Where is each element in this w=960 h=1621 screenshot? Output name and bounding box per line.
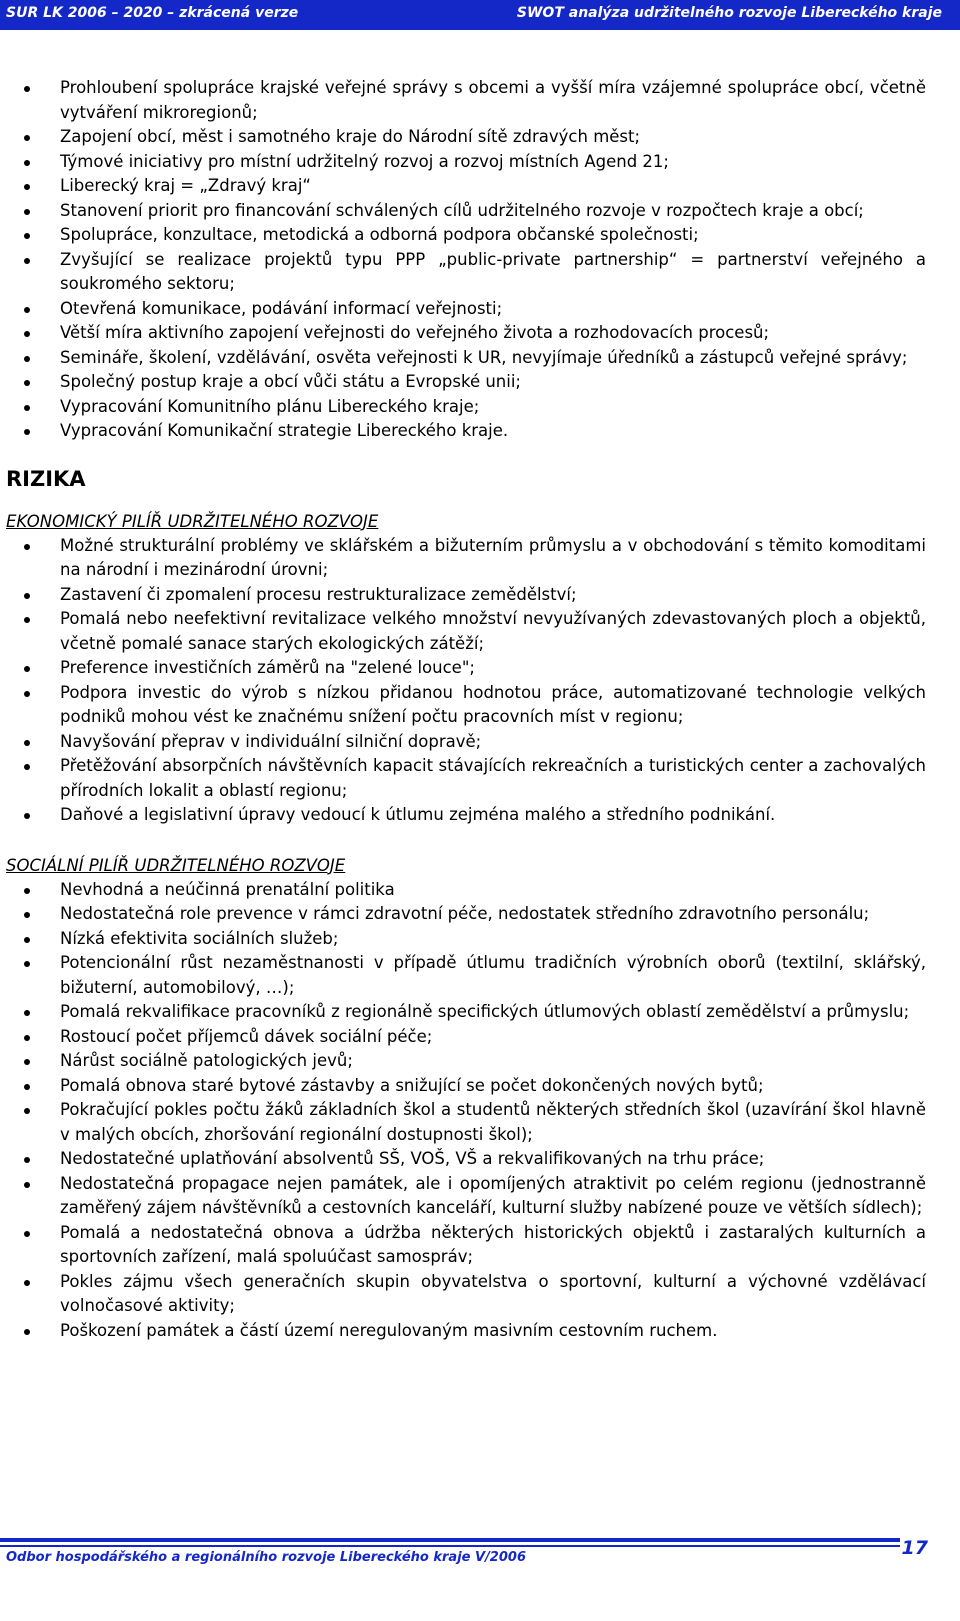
bullet-icon bbox=[24, 666, 30, 672]
bullet-icon bbox=[24, 86, 30, 92]
list-item-text: Podpora investic do výrob s nízkou přidanou hodnotou práce, automatizované technologie velkých podniků mohou vést ke značnému snížení počtu pracovních míst v regionu; bbox=[60, 682, 926, 726]
list-item bbox=[6, 534, 926, 583]
list-item bbox=[6, 321, 926, 346]
list-item bbox=[6, 1147, 926, 1172]
list-item-text: Vypracování Komunitního plánu Libereckého kraje; bbox=[60, 396, 480, 416]
list-item bbox=[6, 951, 926, 1000]
bullet-icon bbox=[24, 1231, 30, 1237]
bullet-icon bbox=[24, 209, 30, 215]
list-item-text: Nevhodná a neúčinná prenatální politika bbox=[60, 879, 395, 899]
list-item-text: Zapojení obcí, měst i samotného kraje do Národní sítě zdravých měst; bbox=[60, 127, 641, 146]
list-item-text: Nedostatečné uplatňování absolventů SŠ, VOŠ, VŠ a rekvalifikovaných na trhu práce; bbox=[60, 1149, 765, 1168]
bullet-icon bbox=[24, 544, 30, 550]
list-item bbox=[6, 607, 926, 656]
list-item bbox=[6, 681, 926, 730]
list-item bbox=[6, 803, 926, 828]
list-item-text: Stanovení priorit pro financování schválených cílů udržitelného rozvoje v rozpočtech kraje a obcí; bbox=[60, 200, 864, 220]
list-item bbox=[6, 248, 926, 297]
list-item bbox=[6, 754, 926, 803]
list-item-text: Otevřená komunikace, podávání informací veřejnosti; bbox=[60, 298, 503, 318]
bullet-icon bbox=[24, 912, 30, 918]
list-item-text: Týmové iniciativy pro místní udržitelný rozvoj a rozvoj místních Agend 21; bbox=[60, 151, 669, 171]
bullet-icon bbox=[24, 307, 30, 313]
bullet-icon bbox=[24, 740, 30, 746]
social-risks-list bbox=[6, 878, 926, 1344]
bullet-icon bbox=[24, 937, 30, 943]
list-item-text: Nedostatečná propagace nejen památek, ale i opomíjených atraktivit po celém regionu (jednostranně zaměřený zájem návštěvníků a cestovních kanceláří, kulturní služby nabízené pouze ve větších sídlech); bbox=[60, 1173, 926, 1217]
list-item bbox=[6, 199, 926, 224]
list-item-text: Přetěžování absorpčních návštěvních kapacit stávajících rekreačních a turistických center a zachovalých přírodních lokalit a oblastí regionu; bbox=[60, 756, 926, 800]
bullet-icon bbox=[24, 813, 30, 819]
bullet-icon bbox=[24, 258, 30, 264]
bullet-icon bbox=[24, 160, 30, 166]
list-item bbox=[6, 902, 926, 927]
bullet-icon bbox=[24, 356, 30, 362]
bullet-icon bbox=[24, 888, 30, 894]
list-item bbox=[6, 370, 926, 395]
social-pillar-title: SOCIÁLNÍ PILÍŘ UDRŽITELNÉHO ROZVOJE bbox=[6, 855, 346, 875]
header-right-title: SWOT analýza udržitelného rozvoje Libereckého kraje bbox=[516, 5, 942, 21]
list-item-text: Zvyšující se realizace projektů typu PPP „public-private partnership“ = partnerství veřejného a soukromého sektoru; bbox=[60, 249, 926, 293]
document-body bbox=[6, 76, 926, 1343]
list-item-text: Semináře, školení, vzdělávání, osvěta veřejnosti k UR, nevyjímaje úředníků a zástupců veřejné správy; bbox=[60, 347, 908, 367]
list-item-text: Společný postup kraje a obcí vůči státu a Evropské unii; bbox=[60, 372, 521, 391]
list-item bbox=[6, 1172, 926, 1221]
bullet-icon bbox=[24, 1280, 30, 1286]
list-item bbox=[6, 730, 926, 755]
list-item-text: Poškození památek a částí území neregulovaným masivním cestovním ruchem. bbox=[60, 1320, 718, 1340]
list-item bbox=[6, 583, 926, 608]
list-item bbox=[6, 76, 926, 125]
bullet-icon bbox=[24, 961, 30, 967]
list-item bbox=[6, 174, 926, 199]
bullet-icon bbox=[24, 1059, 30, 1065]
list-item bbox=[6, 1025, 926, 1050]
list-item-text: Možné strukturální problémy ve sklářském a bižuterním průmyslu a v obchodování s těmito komoditami na národní i mezinárodní úrovni; bbox=[60, 535, 926, 579]
bullet-icon bbox=[24, 135, 30, 141]
header-left-title: SUR LK 2006 – 2020 – zkrácená verze bbox=[6, 5, 299, 21]
list-item bbox=[6, 150, 926, 175]
bullet-icon bbox=[24, 617, 30, 623]
list-item bbox=[6, 346, 926, 371]
bullet-icon bbox=[24, 1010, 30, 1016]
list-item-text: Nárůst sociálně patologických jevů; bbox=[60, 1051, 353, 1070]
header-bar bbox=[0, 0, 960, 30]
list-item-text: Nízká efektivita sociálních služeb; bbox=[60, 928, 339, 948]
footer-rule bbox=[0, 1538, 900, 1542]
list-item-text: Prohloubení spolupráce krajské veřejné správy s obcemi a vyšší míra vzájemné spolupráce obcí, včetně vytváření mikroregionů; bbox=[60, 78, 926, 122]
bullet-icon bbox=[24, 764, 30, 770]
list-item bbox=[6, 297, 926, 322]
list-item-text: Vypracování Komunikační strategie Libereckého kraje. bbox=[60, 421, 509, 440]
page-number: 17 bbox=[901, 1537, 928, 1559]
list-item bbox=[6, 878, 926, 903]
economic-pillar-title: EKONOMICKÝ PILÍŘ UDRŽITELNÉHO ROZVOJE bbox=[6, 511, 379, 531]
list-item-text: Liberecký kraj = „Zdravý kraj“ bbox=[60, 176, 311, 195]
section-heading-risks: RIZIKA bbox=[6, 466, 86, 491]
list-item bbox=[6, 125, 926, 150]
list-item-text: Větší míra aktivního zapojení veřejnosti do veřejného života a rozhodovacích procesů; bbox=[60, 323, 770, 342]
bullet-icon bbox=[24, 233, 30, 239]
bullet-icon bbox=[24, 1329, 30, 1335]
bullet-icon bbox=[24, 1035, 30, 1041]
list-item-text: Daňové a legislativní úpravy vedoucí k útlumu zejména malého a středního podnikání. bbox=[60, 805, 776, 824]
list-item-text: Potencionální růst nezaměstnanosti v případě útlumu tradičních výrobních oborů (textilní, sklářský, bižuterní, automobilový, …); bbox=[60, 953, 926, 997]
list-item-text: Preference investičních záměrů na "zelené louce"; bbox=[60, 658, 475, 677]
list-item-text: Pomalá a nedostatečná obnova a údržba některých historických objektů i zastaralých kulturních a sportovních zařízení, malá spoluúčast samospráv; bbox=[60, 1222, 926, 1266]
list-item bbox=[6, 1319, 926, 1344]
bullet-icon bbox=[24, 1157, 30, 1163]
list-item-text: Navyšování přeprav v individuální silniční dopravě; bbox=[60, 731, 482, 751]
list-item bbox=[6, 223, 926, 248]
bullet-icon bbox=[24, 380, 30, 386]
list-item-text: Zastavení či zpomalení procesu restrukturalizace zemědělství; bbox=[60, 584, 577, 604]
footer-department: Odbor hospodářského a regionálního rozvoje Libereckého kraje V/2006 bbox=[6, 1550, 526, 1565]
list-item bbox=[6, 1221, 926, 1270]
economic-risks-list bbox=[6, 534, 926, 828]
list-item-text: Pokračující pokles počtu žáků základních škol a studentů některých středních škol (uzavírání škol hlavně v malých obcích, zhoršování regionální dostupnosti škol); bbox=[60, 1100, 926, 1144]
bullet-icon bbox=[24, 405, 30, 411]
bullet-icon bbox=[24, 184, 30, 190]
bullet-icon bbox=[24, 429, 30, 435]
footer-rule-thin bbox=[0, 1545, 900, 1547]
list-item bbox=[6, 1049, 926, 1074]
list-item bbox=[6, 927, 926, 952]
opportunities-list bbox=[6, 76, 926, 444]
list-item-text: Pomalá obnova staré bytové zástavby a snižující se počet dokončených nových bytů; bbox=[60, 1075, 764, 1095]
bullet-icon bbox=[24, 691, 30, 697]
bullet-icon bbox=[24, 593, 30, 599]
list-item bbox=[6, 656, 926, 681]
list-item-text: Pomalá nebo neefektivní revitalizace velkého množství nevyužívaných zdevastovaných ploch a objektů, včetně pomalé sanace starých ekologických zátěží; bbox=[60, 609, 926, 653]
list-item bbox=[6, 1098, 926, 1147]
list-item bbox=[6, 1074, 926, 1099]
list-item-text: Pomalá rekvalifikace pracovníků z regionálně specifických útlumových oblastí zemědělství a průmyslu; bbox=[60, 1002, 910, 1021]
bullet-icon bbox=[24, 331, 30, 337]
list-item bbox=[6, 395, 926, 420]
list-item-text: Nedostatečná role prevence v rámci zdravotní péče, nedostatek středního zdravotního personálu; bbox=[60, 904, 870, 923]
list-item-text: Spolupráce, konzultace, metodická a odborná podpora občanské společnosti; bbox=[60, 225, 699, 244]
bullet-icon bbox=[24, 1108, 30, 1114]
list-item bbox=[6, 1000, 926, 1025]
bullet-icon bbox=[24, 1084, 30, 1090]
list-item-text: Pokles zájmu všech generačních skupin obyvatelstva o sportovní, kulturní a výchovné vzdělávací volnočasové aktivity; bbox=[60, 1271, 926, 1315]
list-item bbox=[6, 1270, 926, 1319]
list-item-text: Rostoucí počet příjemců dávek sociální péče; bbox=[60, 1026, 433, 1046]
bullet-icon bbox=[24, 1182, 30, 1188]
list-item bbox=[6, 419, 926, 444]
